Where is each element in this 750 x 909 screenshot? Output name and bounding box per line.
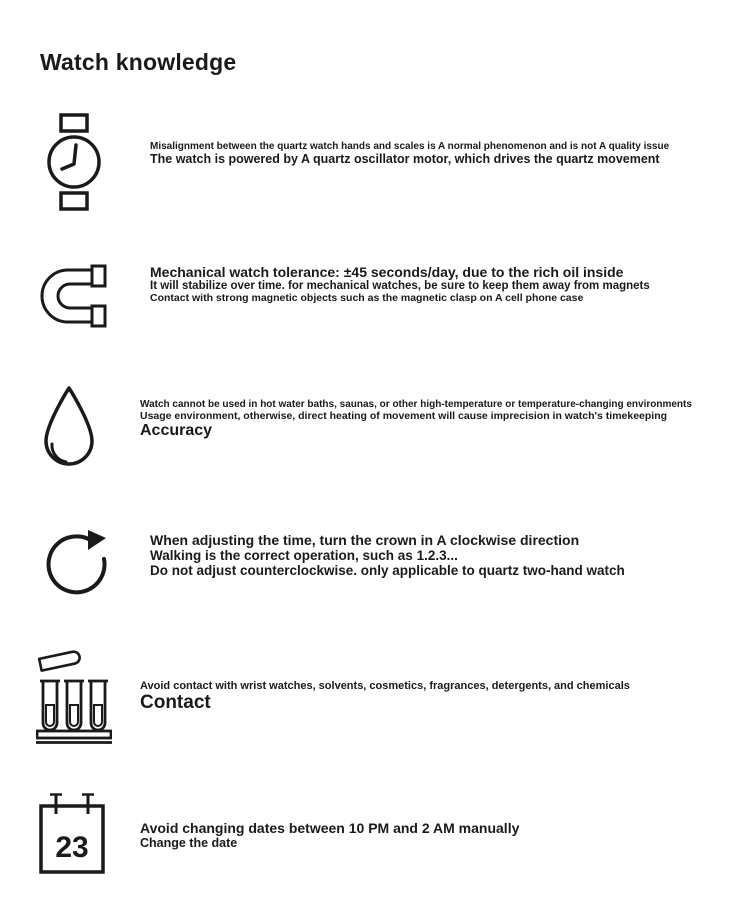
- section-date-change: [140, 820, 519, 850]
- page-title: Watch knowledge: [40, 49, 237, 76]
- calendar-day: 23: [55, 831, 89, 864]
- test-tubes-icon: [36, 645, 112, 745]
- section-heading: Contact: [140, 692, 211, 713]
- section-quartz-watch: [150, 141, 669, 166]
- section-chemicals: [140, 680, 630, 714]
- section-magnetism: [150, 264, 650, 304]
- info-line: Change the date: [140, 836, 238, 850]
- info-line: Usage environment, otherwise, direct heating of movement will cause imprecision in watch's timekeeping: [140, 410, 668, 422]
- info-line: Misalignment between the quartz watch hands and scales is A normal phenomenon and is not A quality issue: [150, 141, 670, 152]
- section-time-adjustment: [150, 532, 625, 578]
- section-heading: Accuracy: [140, 422, 213, 439]
- water-drop-icon: [38, 383, 100, 471]
- info-line: Watch cannot be used in hot water baths, saunas, or other high-temperature or temperature-changing environments: [140, 399, 692, 410]
- magnet-icon: [40, 262, 108, 332]
- info-line: Contact with strong magnetic objects such as the magnetic clasp on A cell phone case: [150, 292, 584, 304]
- info-line: It will stabilize over time. for mechanical watches, be sure to keep them away from magnets: [150, 280, 650, 292]
- info-line: Do not adjust counterclockwise. only applicable to quartz two-hand watch: [150, 563, 625, 578]
- clockwise-arrow-icon: [42, 522, 110, 600]
- info-line: Walking is the correct operation, such as 1.2.3...: [150, 548, 458, 563]
- info-line: Avoid contact with wrist watches, solvents, cosmetics, fragrances, detergents, and chemicals: [140, 680, 630, 692]
- info-line: When adjusting the time, turn the crown in A clockwise direction: [150, 532, 580, 548]
- info-line: The watch is powered by A quartz oscillator motor, which drives the quartz movement: [150, 152, 660, 166]
- info-line: Mechanical watch tolerance: ±45 seconds/day, due to the rich oil inside: [150, 264, 624, 280]
- watch-icon: [42, 112, 106, 212]
- section-temperature: [140, 399, 692, 440]
- calendar-icon: [38, 790, 106, 876]
- info-line: Avoid changing dates between 10 PM and 2 AM manually: [140, 820, 520, 836]
